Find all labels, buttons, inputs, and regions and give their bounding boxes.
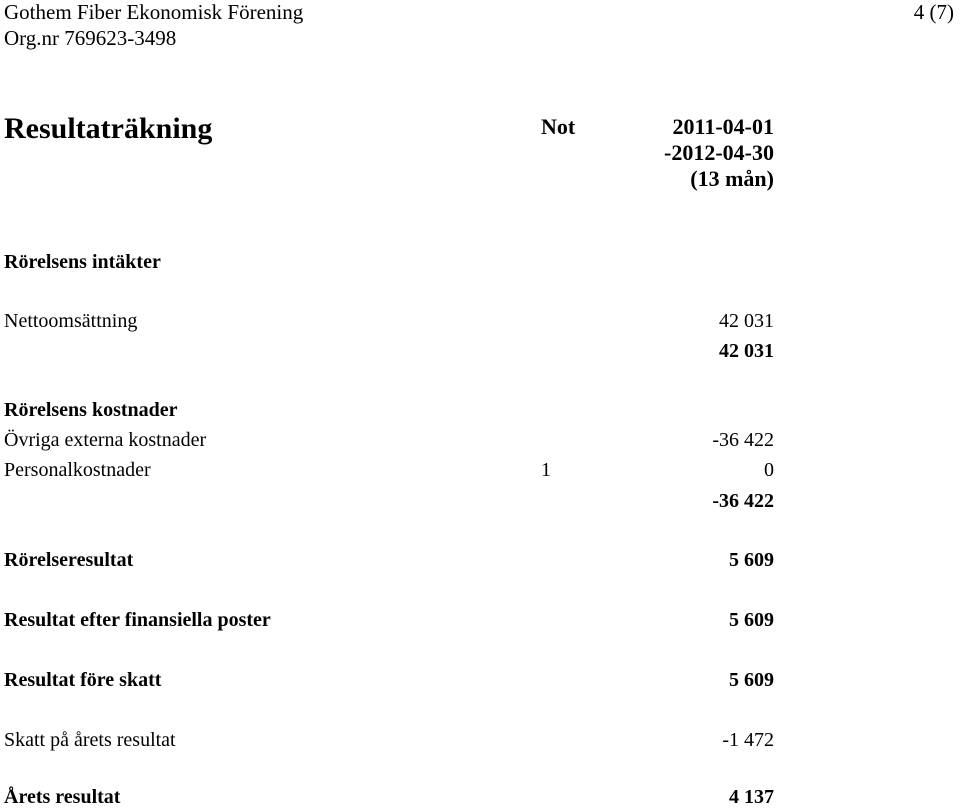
period-months: (13 mån) bbox=[690, 166, 774, 191]
statement-title: Resultaträkning bbox=[4, 112, 213, 145]
result-before-tax-value: 5 609 bbox=[729, 669, 774, 691]
tax-label: Skatt på årets resultat bbox=[4, 729, 176, 751]
net-sales-value: 42 031 bbox=[719, 310, 774, 332]
other-external-costs-value: -36 422 bbox=[712, 429, 774, 451]
result-before-tax-label: Resultat före skatt bbox=[4, 669, 162, 691]
page-number: 4 (7) bbox=[913, 0, 954, 24]
result-after-financial-label: Resultat efter finansiella poster bbox=[4, 609, 271, 631]
result-after-financial-value: 5 609 bbox=[729, 609, 774, 631]
not-column-header: Not bbox=[541, 114, 576, 139]
period-end: -2012-04-30 bbox=[664, 140, 774, 165]
net-sales-label: Nettoomsättning bbox=[4, 310, 138, 332]
operating-result-label: Rörelseresultat bbox=[4, 549, 134, 571]
personnel-costs-note: 1 bbox=[541, 459, 551, 481]
operating-result-value: 5 609 bbox=[729, 549, 774, 571]
revenue-subtotal: 42 031 bbox=[719, 340, 774, 362]
costs-heading: Rörelsens kostnader bbox=[4, 399, 178, 421]
year-result-label: Årets resultat bbox=[4, 786, 121, 808]
tax-value: -1 472 bbox=[722, 729, 774, 751]
year-result-value: 4 137 bbox=[729, 786, 774, 808]
period-start: 2011-04-01 bbox=[672, 114, 774, 139]
revenue-heading: Rörelsens intäkter bbox=[4, 251, 161, 273]
personnel-costs-value: 0 bbox=[764, 459, 774, 481]
org-number: Org.nr 769623-3498 bbox=[4, 26, 177, 50]
company-name: Gothem Fiber Ekonomisk Förening bbox=[4, 0, 304, 24]
costs-subtotal: -36 422 bbox=[712, 490, 774, 512]
personnel-costs-label: Personalkostnader bbox=[4, 459, 151, 481]
other-external-costs-label: Övriga externa kostnader bbox=[4, 429, 207, 451]
